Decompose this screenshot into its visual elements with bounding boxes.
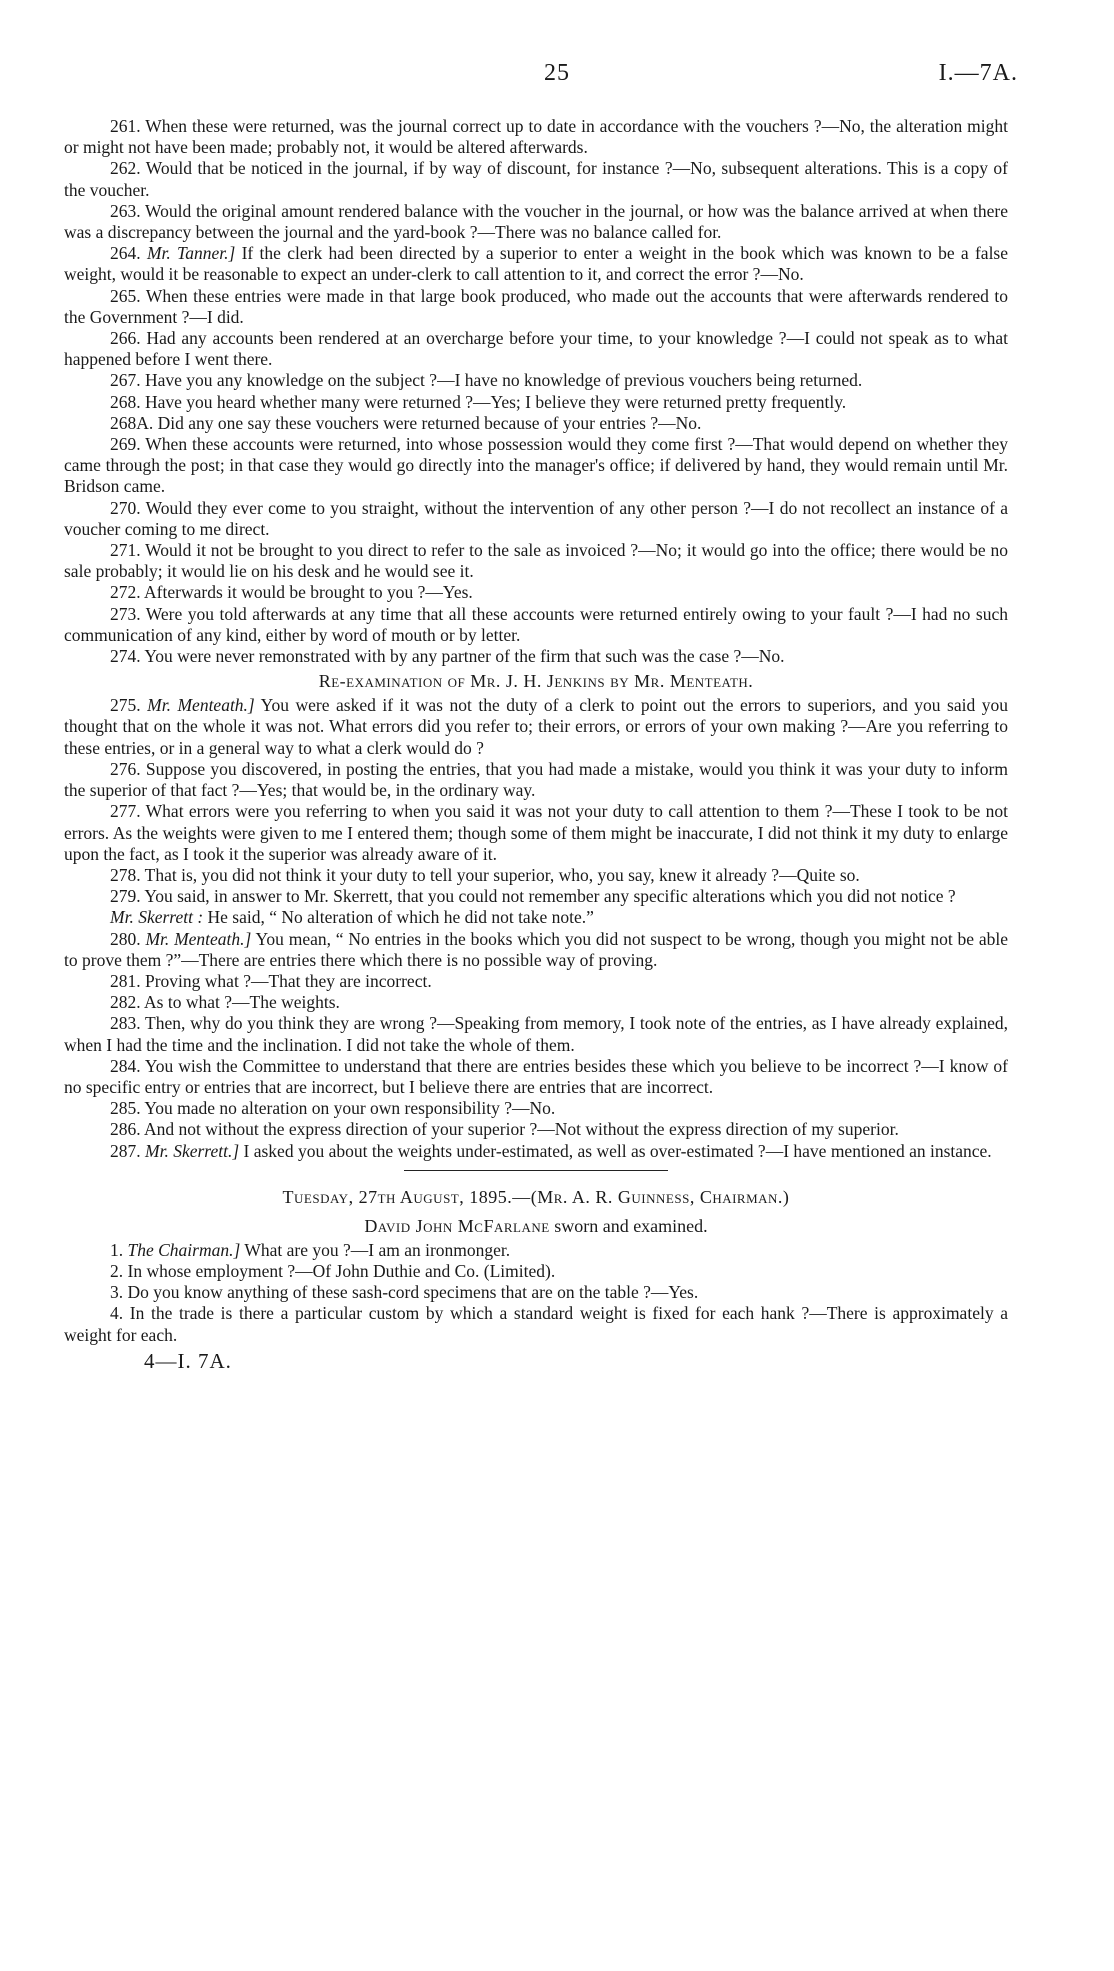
question-272: 272. Afterwards it would be brought to you ?—Yes. xyxy=(110,582,473,603)
question-284: 284. You wish the Committee to understand that there are entries besides these which you believe to be incorrect ?—I know of no specific entry or entries that are incorrect, but I believe there are entries that are incorrect. xyxy=(64,1055,1008,1097)
question-278: 278. That is, you did not think it your duty to tell your superior, who, you say, knew it already ?—Quite so. xyxy=(110,864,860,885)
session-date-heading: Tuesday, 27th August, 1895.—(Mr. A. R. Guinness, Chairman.) xyxy=(282,1186,790,1207)
question-2: 2. In whose employment ?—Of John Duthie and Co. (Limited). xyxy=(110,1260,556,1281)
witness-name: David John McFarlane xyxy=(364,1215,550,1236)
question-261: 261. When these were returned, was the journal correct up to date in accordance with the vouchers ?—No, the alteration might or might not have been made; probably not, it would be altered afterwards. xyxy=(64,116,1008,158)
reexamination-heading: Re-examination of Mr. J. H. Jenkins by Mr. Menteath. xyxy=(318,671,754,692)
skerrett-interjection xyxy=(64,907,1008,928)
question-286: 286. And not without the express direction of your superior ?—Not without the express direction of my superior. xyxy=(110,1119,899,1140)
question-266: 266. Had any accounts been rendered at an overcharge before your time, to your knowledge ?—I could not speak as to what happened before I went there. xyxy=(64,328,1008,370)
question-280 xyxy=(64,929,1008,971)
speaker: Mr. Menteath.] xyxy=(147,695,255,716)
question-text: What are you ?—I am an ironmonger. xyxy=(244,1239,511,1260)
question-285: 285. You made no alteration on your own responsibility ?—No. xyxy=(110,1098,556,1119)
speaker: Mr. Tanner.] xyxy=(146,243,236,264)
question-277: 277. What errors were you referring to when you said it was not your duty to call attention to them ?—These I took to be not errors. As the weights were given to me I entered them; though some of them might be inaccurate, I did not think it my duty to enlarge upon the fact, as I took it the superior was already aware of it. xyxy=(64,801,1008,864)
question-276: 276. Suppose you discovered, in posting the entries, that you had made a mistake, would you think it was your duty to inform the superior of that fact ?—Yes; that would be, in the ordinary way. xyxy=(64,758,1008,801)
question-265: 265. When these entries were made in that large book produced, who made out the accounts that were afterwards rendered to the Government ?—I did. xyxy=(64,285,1008,327)
question-282: 282. As to what ?—The weights. xyxy=(110,992,340,1013)
speaker: Mr. Skerrett.] xyxy=(145,1140,240,1161)
interjection-text: He said, “ No alteration of which he did not take note.” xyxy=(207,907,594,928)
question-263: 263. Would the original amount rendered balance with the voucher in the journal, or how was the balance arrived at when there was a discrepancy between the journal and the yard-book ?—There was no balance called for. xyxy=(64,200,1008,243)
question-4: 4. In the trade is there a particular custom by which a standard weight is fixed for each hank ?—There is approximately a weight for each. xyxy=(64,1303,1008,1345)
question-text: If the clerk had been directed by a superior to enter a weight in the book which was known to be a false weight, would it be reasonable to expect an under-clerk to call attention to it, and correct the error ?—No. xyxy=(64,243,1009,285)
question-1 xyxy=(64,1240,1008,1261)
page-number: 25 xyxy=(544,60,570,86)
speaker: Mr. Menteath.] xyxy=(145,928,252,949)
question-281: 281. Proving what ?—That they are incorrect. xyxy=(110,970,432,991)
document-reference: I.—7A. xyxy=(938,60,1018,86)
question-269: 269. When these accounts were returned, into whose possession would they come first ?—That would depend on whether they came through the post; in that case they would go directly into the manager's office; if delivered by hand, they would remain until Mr. Bridson came. xyxy=(64,434,1008,497)
question-268a: 268A. Did any one say these vouchers were returned because of your entries ?—No. xyxy=(110,412,702,433)
speaker: The Chairman.] xyxy=(127,1239,241,1260)
question-271: 271. Would it not be brought to you direct to refer to the sale as invoiced ?—No; it would go into the office; there would be no sale probably; it would lie on his desk and he would see it. xyxy=(64,540,1008,582)
question-287 xyxy=(64,1141,1008,1162)
question-267: 267. Have you any knowledge on the subject ?—I have no knowledge of previous vouchers being returned. xyxy=(110,370,863,391)
question-text: You mean, “ No entries in the books which you did not suspect to be wrong, though you might not be able to prove them ?”—There are entries there which there is no possible way of proving. xyxy=(64,928,1008,970)
question-text: I asked you about the weights under-estimated, as well as over-estimated ?—I have mentioned an instance. xyxy=(243,1140,992,1161)
question-279: 279. You said, in answer to Mr. Skerrett, that you could not remember any specific alterations which you did not notice ? xyxy=(110,886,956,907)
question-275 xyxy=(64,695,1008,759)
question-283: 283. Then, why do you think they are wrong ?—Speaking from memory, I took note of the entries, as I have already explained, when I had the time and the inclination. I did not take the whole of them. xyxy=(64,1013,1008,1055)
question-text: You were asked if it was not the duty of a clerk to point out the errors to superiors, and you said you thought that on the whole it was not. What errors did you refer to; their errors, or errors of your own making ?—Are you referring to these entries, or in a general way to what a clerk would do ? xyxy=(64,695,1008,758)
question-264 xyxy=(64,243,1008,285)
speaker: Mr. Skerrett : xyxy=(110,907,204,928)
signature-reference: 4—I. 7A. xyxy=(144,1348,232,1373)
question-number: 264. xyxy=(110,243,141,264)
question-number: 275. xyxy=(110,695,141,716)
question-number: 1. xyxy=(110,1239,124,1260)
section-divider xyxy=(404,1170,668,1171)
question-274: 274. You were never remonstrated with by any partner of the firm that such was the case ?—No. xyxy=(110,646,785,667)
document-body xyxy=(64,116,1008,1374)
question-3: 3. Do you know anything of these sash-cord specimens that are on the table ?—Yes. xyxy=(110,1282,699,1303)
question-268: 268. Have you heard whether many were returned ?—Yes; I believe they were returned pretty frequently. xyxy=(110,391,847,412)
question-number: 280. xyxy=(110,928,141,949)
question-262: 262. Would that be noticed in the journal, if by way of discount, for instance ?—No, subsequent alterations. This is a copy of the voucher. xyxy=(64,158,1008,200)
witness-heading xyxy=(64,1215,1008,1237)
question-270: 270. Would they ever come to you straight, without the intervention of any other person ?—I do not recollect an instance of a voucher coming to me direct. xyxy=(64,497,1008,539)
question-number: 287. xyxy=(110,1140,141,1161)
question-273: 273. Were you told afterwards at any time that all these accounts were returned entirely owing to your fault ?—I had no such communication of any kind, either by word of mouth or by letter. xyxy=(64,603,1008,645)
witness-status: sworn and examined. xyxy=(554,1215,708,1236)
